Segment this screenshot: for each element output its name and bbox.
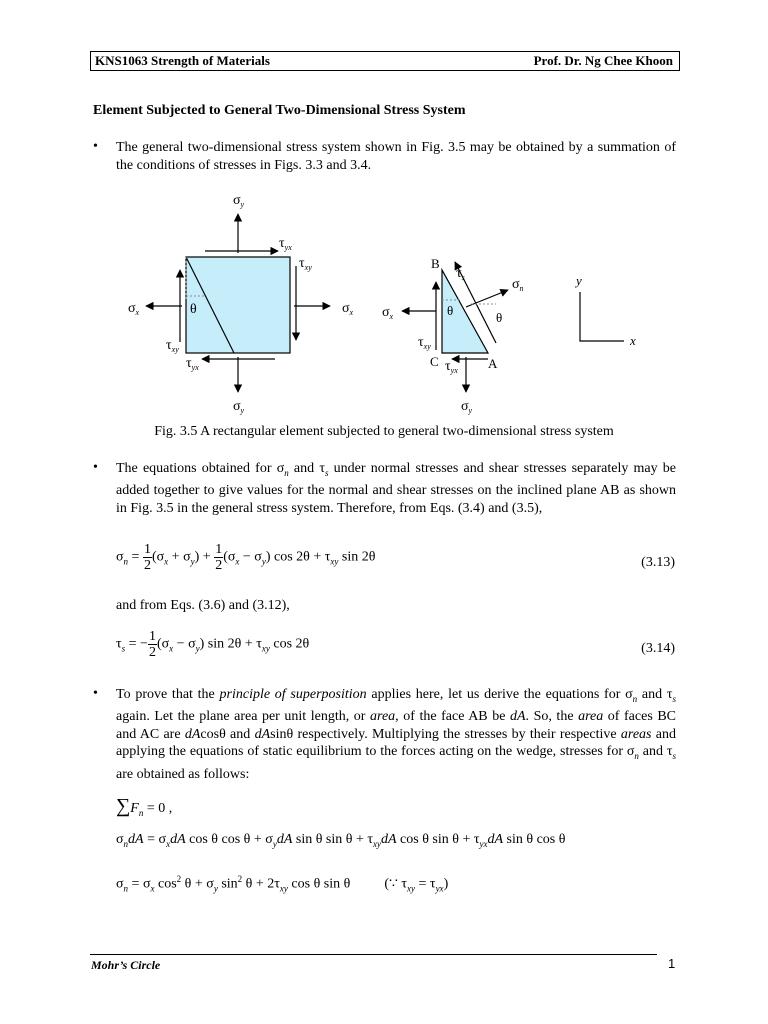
author-name: Prof. Dr. Ng Chee Khoon: [533, 53, 673, 68]
label-sigma-n: σ: [512, 277, 520, 292]
label-sub-yx: yx: [284, 243, 292, 252]
equation-sigma-n-dA: $\sigma_ndA = \sigma_xdA$ cos θ $\cos \theta + \sigma_ydA$ sin θ $\sin \theta + \tau_{xy}dA$ cos θ $\sin \theta + \tau_{yx}dA$ sin θ cos θ: [116, 832, 566, 849]
label-tau-s: τ: [456, 266, 462, 281]
label-sub-xy-2: xy: [171, 345, 179, 354]
equation-3-14: $\tau_s$ = − $\frac{1}{2}$ $(\sigma_x - \sigma_y)$ $\sin 2\theta + \tau_{xy}$ cos 2θ: [116, 629, 310, 660]
label-sub-x-2: x: [349, 308, 354, 317]
label-sub-s: s: [461, 273, 465, 282]
svg-text:σy: [461, 399, 473, 415]
label-wedge-tau-yx: τ: [445, 359, 451, 374]
equation-number-3-13: (3.13): [641, 555, 675, 570]
and-from-text: and from Eqs. (3.6) and (3.12),: [116, 598, 290, 613]
stress-element: [186, 257, 290, 353]
equation-sigma-n-result: $\sigma_n = \sigma_x$ $\cos^2 \theta + \sigma_y$ $\sin^2 \theta + 2\tau_{xy}$ cos θ sin θ (∵ $\tau_{xy} = \tau_{yx}$): [116, 874, 449, 894]
svg-text:τxy: [418, 335, 431, 351]
label-tau-xy-right: τ: [299, 256, 305, 271]
figure-caption: Fig. 3.5 A rectangular element subjected to general two-dimensional stress system: [154, 424, 614, 439]
axis-y-label: y: [576, 273, 582, 288]
label-sub-y: y: [240, 200, 245, 209]
svg-text:τxy: [299, 256, 312, 272]
svg-text:τs: [456, 266, 465, 282]
svg-text:σy: [233, 399, 245, 415]
footer-chapter: Mohr’s Circle: [91, 958, 161, 972]
label-sigma-y-top: σ: [233, 193, 241, 208]
paragraph-1: The general two-dimensional stress system shown in Fig. 3.5 may be obtained by a summation of the conditions of stresses in Figs. 3.3 and 3.4.: [116, 140, 676, 173]
page-number: 1: [668, 956, 676, 971]
paragraph-2: The equations obtained for $\sigma_n$ and $\tau_s$ under normal stresses and shear stresses separately may be added together to give values for the normal and shear stresses on the inclined plane AB as shown in Fig. 3.5 in the general stress system. Therefore, from Eqs. (3.4) and (3.5),: [116, 461, 677, 516]
equation-number-3-14: (3.14): [641, 641, 675, 656]
svg-text:σn: [512, 277, 524, 293]
label-theta-wedge: θ: [447, 303, 454, 318]
label-sigma-x-right: σ: [342, 301, 350, 316]
label-wedge-tau-xy: τ: [418, 335, 424, 350]
point-a-label: A: [488, 356, 498, 371]
label-tau-yx-bottom: τ: [186, 356, 192, 371]
bullet-2: •: [93, 460, 98, 475]
footer-rule: [90, 954, 657, 955]
svg-text:τyx: [445, 359, 458, 375]
label-sigma-y-bottom: σ: [233, 399, 241, 414]
label-sub-yx-2: yx: [191, 363, 199, 372]
label-sub-xy: xy: [304, 263, 312, 272]
svg-text:σx: [382, 305, 394, 321]
svg-text:τxy: [166, 338, 179, 354]
section-title: Element Subjected to General Two-Dimensional Stress System: [93, 103, 466, 118]
bullet-1: •: [93, 139, 98, 154]
point-c-label: C: [430, 354, 439, 369]
label-tau-xy-left: τ: [166, 338, 172, 353]
label-theta-left: θ: [190, 302, 197, 317]
coordinate-axes: [580, 292, 624, 341]
axis-x-label: x: [630, 333, 636, 348]
bullet-3: •: [93, 686, 98, 701]
label-sub-x: x: [135, 308, 140, 317]
label-sub-y-2: y: [240, 406, 245, 415]
svg-text:σx: [128, 301, 140, 317]
label-wedge-sigma-y: σ: [461, 399, 469, 414]
svg-text:τyx: [186, 356, 199, 372]
label-wedge-sub-yx: yx: [450, 366, 458, 375]
figure-3-5: [0, 180, 768, 420]
label-wedge-sub-x: x: [389, 312, 394, 321]
label-theta-n: θ: [496, 310, 503, 325]
label-wedge-sub-y: y: [468, 406, 473, 415]
label-sub-n: n: [519, 284, 524, 293]
label-wedge-sub-xy: xy: [423, 342, 431, 351]
label-wedge-sigma-x: σ: [382, 305, 390, 320]
svg-text:σx: [342, 301, 354, 317]
point-b-label: B: [431, 256, 440, 271]
label-tau-yx-top: τ: [279, 236, 285, 251]
svg-text:τyx: [279, 236, 292, 252]
equation-sum-forces: $\sum F_n = 0$ ,: [116, 795, 173, 818]
paragraph-3: To prove that the principle of superposition applies here, let us derive the equations for $\sigma_n$ and $\tau_s$ again. Let the plane area per unit length, or area, of the face AB be dA. So, the area of faces BC and AC are dAcosθ and dAsinθ respectively. Multiplying the stresses by their respective areas and applying the equations of static equilibrium to the forces acting on the wedge, stresses for $\sigma_n$ and $\tau_s$ are obtained as follows:: [116, 687, 677, 782]
course-title: KNS1063 Strength of Materials: [95, 53, 270, 68]
running-header: [90, 51, 680, 71]
label-sigma-x-left: σ: [128, 301, 136, 316]
equation-3-13: $\sigma_n$ = $\frac{1}{2}$ $(\sigma_x + \sigma_y)$ + $\frac{1}{2}$ $(\sigma_x - \sigma_y)$ $\cos 2\theta + \tau_{xy}$ sin 2θ: [116, 542, 376, 573]
svg-text:σy: [233, 193, 245, 209]
